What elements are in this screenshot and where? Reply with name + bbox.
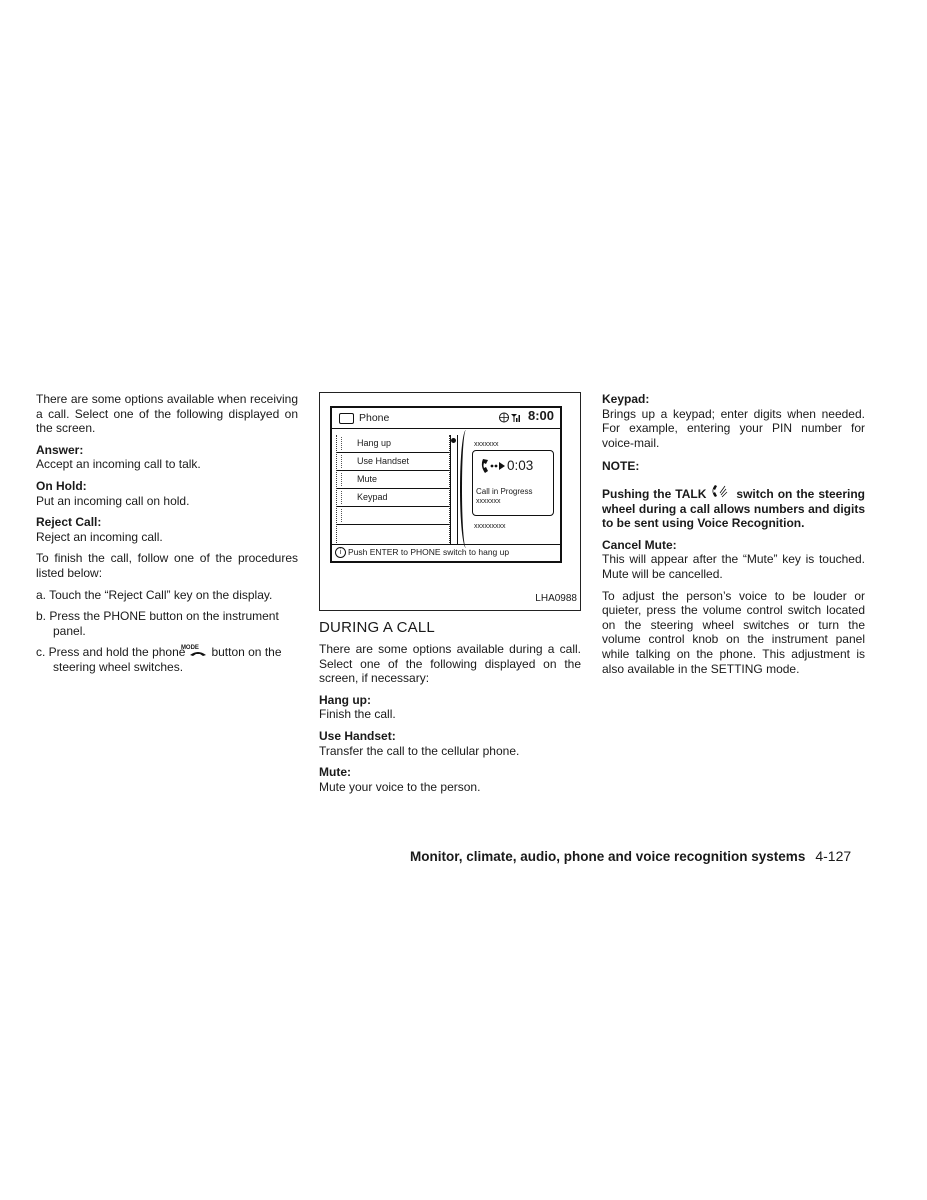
middle-column <box>319 392 581 794</box>
call-status-box <box>472 450 554 516</box>
answer-heading: Answer: <box>36 442 84 457</box>
figure-code: LHA0988 <box>535 593 577 605</box>
procedure-c <box>36 645 298 674</box>
keypad-button[interactable]: Keypad <box>337 489 449 507</box>
hint-text: Push ENTER to PHONE switch to hang up <box>348 547 510 557</box>
procedure-a: a. Touch the “Reject Call” key on the display. <box>36 587 273 602</box>
phone-screen-figure <box>319 392 581 611</box>
screen-header <box>332 408 560 429</box>
receiving-intro: There are some options available when receiving a call. Select one of the following displayed on the screen. <box>36 392 298 436</box>
procedure-b: b. Press the PHONE button on the instrument panel. <box>36 609 279 638</box>
mute-button[interactable]: Mute <box>337 471 449 489</box>
on-hold-heading: On Hold: <box>36 478 87 493</box>
panel-divider <box>460 430 472 548</box>
menu-scrollbar[interactable] <box>450 435 458 545</box>
keypad-heading: Keypad: <box>602 392 650 406</box>
section-title: DURING A CALL <box>319 619 435 636</box>
empty-menu-slot <box>337 507 449 525</box>
mode-phone-icon <box>180 645 207 659</box>
volume-adjust-text: To adjust the person’s voice to be louder or quieter, press the volume control switch located on the steering wheel switches or turn the volume control knob on the instrument panel while talking on the phone. This adjustment is also available in the SETTING mode. <box>602 588 865 676</box>
hang-up-heading: Hang up: <box>319 692 371 707</box>
hang-up-button[interactable]: Hang up <box>337 435 449 453</box>
info-icon: i <box>335 547 346 558</box>
caller-detail: xxxxxxxxx <box>474 523 506 530</box>
call-info-panel <box>472 438 556 530</box>
use-handset-button[interactable]: Use Handset <box>337 453 449 471</box>
call-status: Call in Progress <box>476 487 533 496</box>
mute-text: Mute your voice to the person. <box>319 779 481 794</box>
during-call-intro: There are some options available during a call. Select one of the following displayed on the screen, if necessary: <box>319 642 581 686</box>
display-screen <box>330 406 562 563</box>
call-menu <box>336 435 450 545</box>
hang-up-text: Finish the call. <box>319 707 396 722</box>
reject-heading: Reject Call: <box>36 515 102 530</box>
page-footer <box>410 848 851 864</box>
call-timer: 0:03 <box>507 458 534 473</box>
finish-intro: To finish the call, follow one of the procedures listed below: <box>36 551 298 580</box>
call-in-progress-icon <box>480 457 506 478</box>
mode-icon-label: MODE <box>180 645 199 652</box>
answer-text: Accept an incoming call to talk. <box>36 457 201 472</box>
chapter-title: Monitor, climate, audio, phone and voice recognition systems <box>410 849 806 864</box>
use-handset-heading: Use Handset: <box>319 728 396 743</box>
mute-heading: Mute: <box>319 765 351 780</box>
talk-icon <box>710 484 732 502</box>
note-text-pre: Pushing the TALK <box>602 486 707 501</box>
cancel-mute-text: This will appear after the “Mute” key is touched. Mute will be cancelled. <box>602 552 865 581</box>
screen-title: Phone <box>359 412 390 424</box>
right-column <box>602 392 865 676</box>
caller-number: xxxxxxx <box>476 498 501 505</box>
note-text-post: switch on the steering wheel during a call allows numbers and digits to be sent using Voice Recognition. <box>602 486 865 531</box>
scroll-knob[interactable] <box>451 438 456 443</box>
reject-text: Reject an incoming call. <box>36 529 163 544</box>
use-handset-text: Transfer the call to the cellular phone. <box>319 743 520 758</box>
note-heading: NOTE: <box>602 459 640 474</box>
procedure-c-pre: c. Press and hold the phone <box>36 645 186 660</box>
on-hold-text: Put an incoming call on hold. <box>36 493 190 508</box>
page-number: 4-127 <box>815 848 852 864</box>
hint-bar <box>332 544 560 561</box>
keypad-text: Brings up a keypad; enter digits when needed. For example, entering your PIN number for voice-mail. <box>602 406 865 450</box>
clock: 8:00 <box>527 408 554 423</box>
cancel-mute-heading: Cancel Mute: <box>602 537 677 552</box>
left-column <box>36 392 298 675</box>
phone-icon <box>339 413 354 424</box>
caller-name: xxxxxxx <box>474 441 499 448</box>
note-text <box>602 484 865 531</box>
signal-icon <box>499 412 521 428</box>
procedure-c-post: button on the steering wheel switches. <box>53 645 282 674</box>
